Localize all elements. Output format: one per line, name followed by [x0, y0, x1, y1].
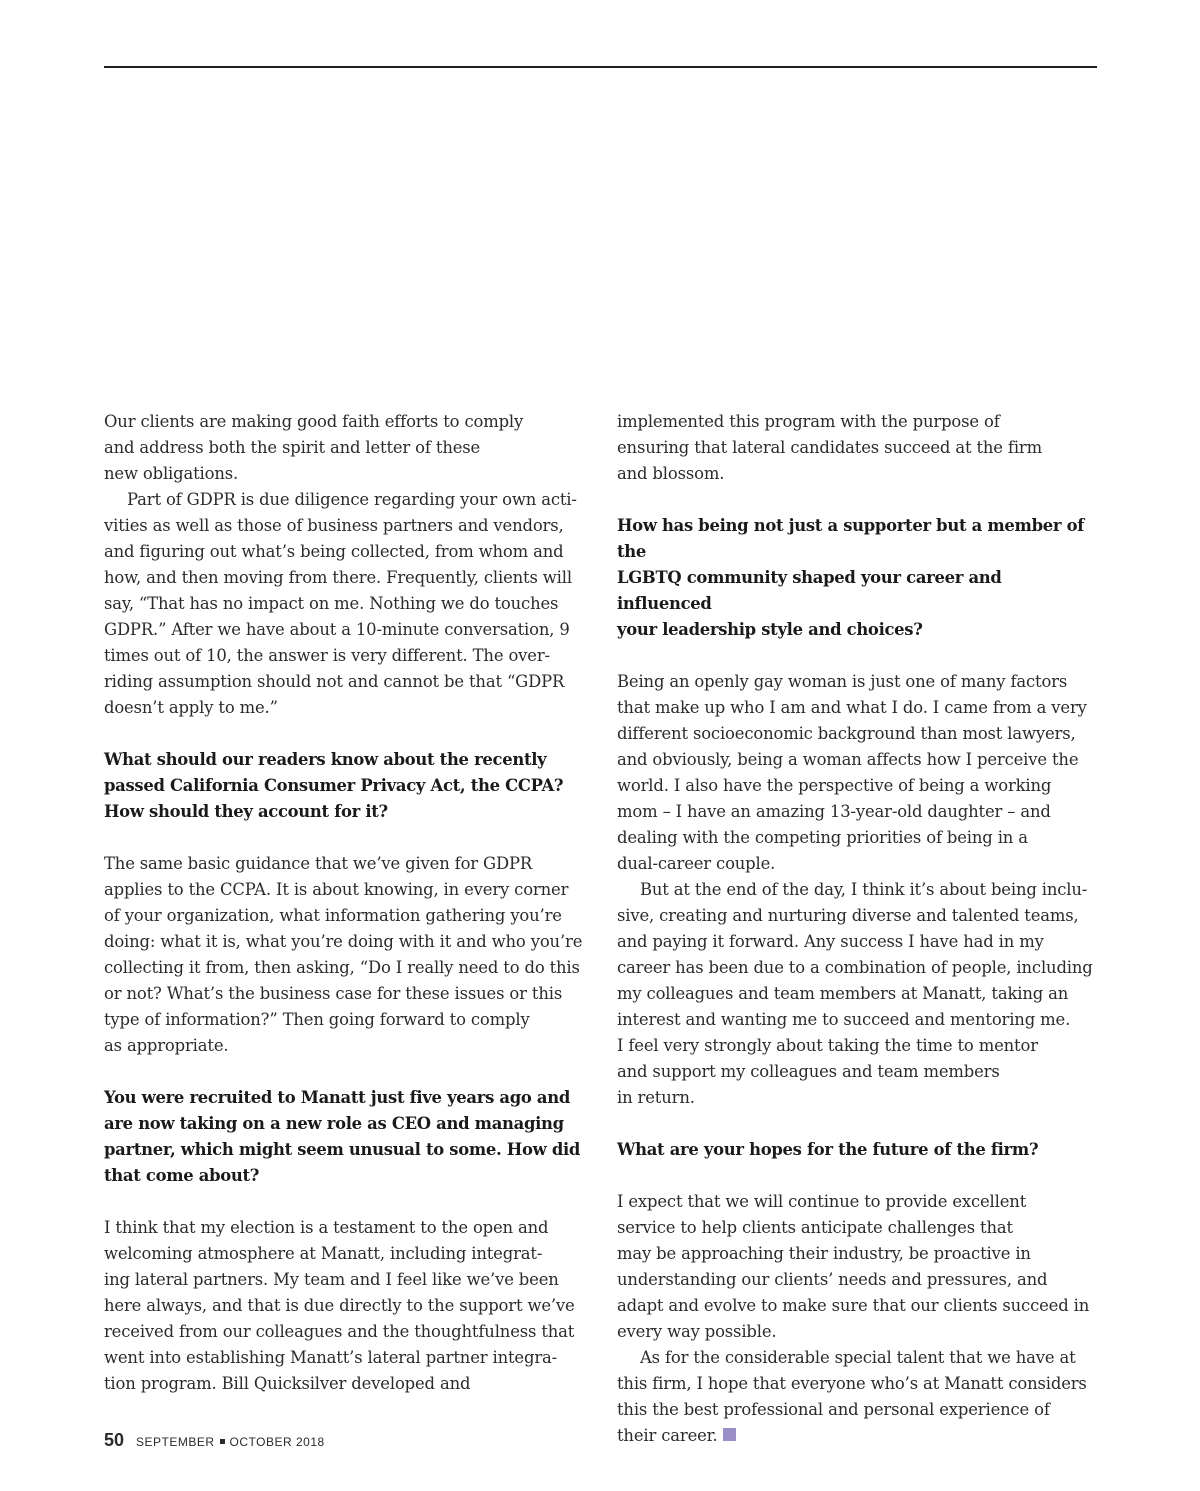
question-heading: How has being not just a supporter but a member of the LGBTQ community shaped your career and influenced your leadership style and choices? [617, 516, 1084, 639]
paragraph: I expect that we will continue to provide excellent service to help clients anticipate challenges that may be approaching their industry, be proactive in understanding our clients’ needs and pressures, and adapt and evolve to make sure that our clients succeed in every way possible. [617, 1192, 1090, 1341]
spacer [104, 721, 592, 747]
issue-month-start: SEPTEMBER [136, 1435, 215, 1449]
final-paragraph-text: As for the considerable special talent that we have at this firm, I hope that everyone who’s at Manatt considers this the best professional and personal experience of their career. [617, 1348, 1087, 1445]
issue-month-end: OCTOBER 2018 [229, 1435, 325, 1449]
spacer [617, 487, 1097, 513]
square-separator-icon [220, 1439, 225, 1444]
paragraph: The same basic guidance that we’ve given for GDPR applies to the CCPA. It is about knowing, in every corner of your organization, what information gathering you’re doing: what it is, what you’re doing with it and who you’re collecting it from, then asking, “Do I really need to do this or not? What’s the business case for these issues or this type of information?” Then going forward to comply as appropriate. [104, 854, 583, 1055]
page-number: 50 [104, 1430, 125, 1450]
paragraph: Being an openly gay woman is just one of many factors that make up who I am and what I do. I came from a very different socioeconomic background than most lawyers, and obviously, being a woman affects how I perceive the world. I also have the perspective of being a working mom – I have an amazing 13-year-old daughter – and dealing with the competing priorities of being in a dual-career couple. [617, 672, 1087, 873]
top-rule [104, 66, 1097, 68]
paragraph: implemented this program with the purpose of ensuring that lateral candidates succeed at the firm and blossom. [617, 412, 1042, 483]
spacer [104, 1189, 592, 1215]
page-footer [104, 1430, 325, 1451]
final-paragraph [617, 1345, 1097, 1449]
left-column [104, 409, 592, 1397]
paragraph: Part of GDPR is due diligence regarding your own acti- vities as well as those of business partners and vendors, and figuring out what’s being collected, from whom and how, and then moving from there. Frequently, clients will say, “That has no impact on me. Nothing we do touches GDPR.” After we have about a 10-minute conversation, 9 times out of 10, the answer is very different. The over- riding assumption should not and cannot be that “GDPR doesn’t apply to me.” [104, 490, 577, 717]
spacer [617, 1111, 1097, 1137]
spacer [617, 1163, 1097, 1189]
spacer [617, 643, 1097, 669]
spacer [104, 825, 592, 851]
issue-date [136, 1435, 325, 1449]
paragraph: But at the end of the day, I think it’s about being inclu- sive, creating and nurturing diverse and talented teams, and paying it forward. Any success I have had in my career has been due to a combination of people, including my colleagues and team members at Manatt, taking an interest and wanting me to succeed and mentoring me. I feel very strongly about taking the time to mentor and support my colleagues and team members in return. [617, 880, 1093, 1107]
paragraph: Our clients are making good faith efforts to comply and address both the spirit and letter of these new obligations. [104, 412, 524, 483]
question-heading: What are your hopes for the future of the firm? [617, 1140, 1039, 1159]
question-heading: What should our readers know about the recently passed California Consumer Privacy Act, the CCPA? How should they account for it? [104, 750, 564, 821]
paragraph: I think that my election is a testament to the open and welcoming atmosphere at Manatt, including integrat- ing lateral partners. My team and I feel like we’ve been here always, and that is due directly to the support we’ve received from our colleagues and the thoughtfulness that went into establishing Manatt’s lateral partner integra- tion program. Bill Quicksilver developed and [104, 1218, 575, 1393]
spacer [104, 1059, 592, 1085]
question-heading: You were recruited to Manatt just five years ago and are now taking on a new role as CEO and managing partner, which might seem unusual to some. How did that come about? [104, 1088, 581, 1185]
end-of-article-square-icon [723, 1428, 736, 1441]
right-column [617, 409, 1097, 1449]
